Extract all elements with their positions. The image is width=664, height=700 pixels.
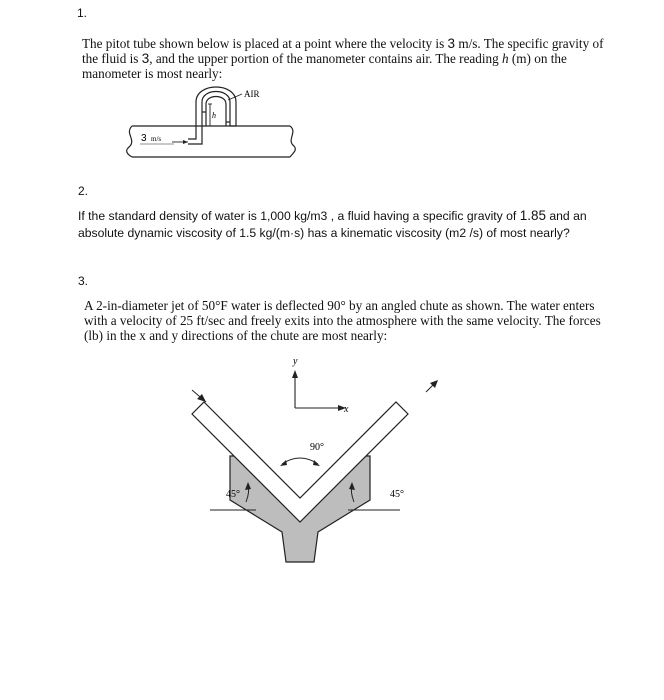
- h-label: h: [212, 111, 216, 120]
- q2-text-b: and an absolute dynamic viscosity of 1.5 kg/(m·s) has a kinematic viscosity (m2 /s) of most nearly?: [78, 209, 587, 240]
- question-3-number: 3.: [78, 274, 89, 288]
- question-1-number: 1.: [77, 6, 88, 20]
- q1-gravity-value: 3: [141, 51, 150, 66]
- angle-90-label: 90°: [310, 442, 324, 453]
- angle-45-left-label: 45°: [226, 489, 240, 500]
- speed-units-label: m/s: [151, 135, 162, 143]
- speed-value-label: 3: [141, 133, 147, 144]
- chute-figure: [190, 352, 450, 570]
- air-leader: [228, 94, 242, 100]
- pitot-tube-figure: [120, 82, 310, 164]
- q1-text-b: m/s. The specific gravity of the fluid is: [82, 36, 604, 66]
- pipe-right-break: [290, 126, 295, 157]
- y-axis-label: y: [293, 356, 298, 367]
- q1-velocity-value: 3: [447, 36, 456, 51]
- angle-45-right-label: 45°: [390, 489, 404, 500]
- q1-text-d: (m) on the manometer is most nearly:: [82, 51, 567, 81]
- angle-arc-90: [282, 458, 318, 464]
- question-1-text: [82, 36, 622, 81]
- question-3-text: A 2-in-diameter jet of 50°F water is deflected 90° by an angled chute as shown. The water enters with a velocity of 25 ft/sec and freely exits into the atmosphere with the same velocity. The forces (lb) in the x and y directions of the chute are most nearly:: [84, 298, 601, 343]
- q1-h-variable: h: [502, 51, 509, 66]
- x-axis-label: x: [344, 404, 349, 415]
- manometer-inner: [206, 97, 226, 127]
- chute-channel: [192, 402, 408, 522]
- q2-gravity-value: 1.85: [519, 208, 546, 223]
- pipe-left-break: [127, 126, 132, 157]
- air-label: AIR: [244, 89, 260, 99]
- question-2-number: 2.: [78, 184, 89, 198]
- question-2-text: [78, 207, 598, 242]
- q1-text-a: The pitot tube shown below is placed at a point where the velocity is: [82, 36, 445, 51]
- q2-text-a: If the standard density of water is 1,000 kg/m3 , a fluid having a specific gravity of: [78, 209, 517, 223]
- q1-text-c: , and the upper portion of the manometer contains air. The reading: [149, 51, 499, 66]
